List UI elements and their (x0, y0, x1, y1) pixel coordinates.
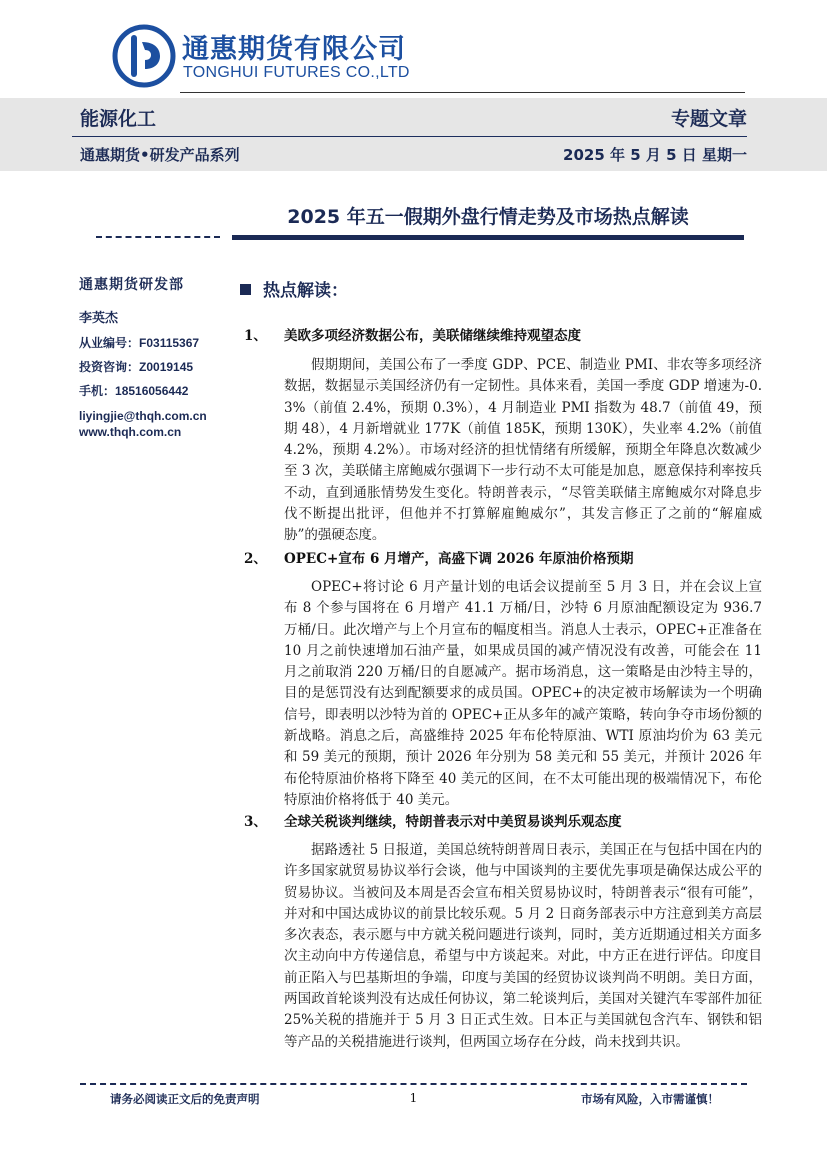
company-name-cn: 通惠期货有限公司 (182, 34, 406, 65)
hot-topics-label: 热点解读： (263, 281, 348, 301)
research-dept: 通惠期货研发部 (79, 277, 184, 293)
category-label: 能源化工 (80, 108, 157, 130)
license-number (79, 334, 199, 351)
risk-warning: 市场有风险，入市需谨慎！ (581, 1092, 719, 1106)
company-logo-icon (112, 24, 176, 88)
title-dashed-rule (96, 236, 220, 238)
phone-value: 18516056442 (115, 384, 189, 398)
author-name: 李英杰 (79, 311, 119, 326)
footer-dashed-rule (80, 1083, 747, 1085)
advisory-label: 投资咨询： (79, 360, 140, 374)
section-title: 美欧多项经济数据公布，美联储继续维持观望态度 (284, 328, 581, 344)
square-bullet-icon (240, 284, 251, 295)
company-website[interactable]: www.thqh.com.cn (79, 425, 182, 439)
disclaimer-note: 请务必阅读正文后的免责声明 (110, 1092, 260, 1106)
section-number: 3、 (244, 814, 267, 830)
title-underline (232, 235, 744, 240)
phone-number (79, 382, 188, 399)
page-title: 2025 年五一假期外盘行情走势及市场热点解读 (287, 206, 689, 228)
article-type-label: 专题文章 (670, 108, 747, 130)
hot-topics-heading (240, 276, 348, 301)
advisory-value: Z0019145 (139, 360, 194, 374)
section-number: 1、 (244, 328, 267, 344)
section-title: OPEC+宣布 6 月增产，高盛下调 2026 年原油价格预期 (284, 551, 634, 567)
series-label: 通惠期货•研发产品系列 (80, 146, 240, 164)
company-name-en: TONGHUI FUTURES CO.,LTD (183, 64, 410, 81)
report-date: 2025 年 5 月 5 日 星期一 (563, 146, 747, 164)
advisory-number (79, 358, 193, 375)
section-title: 全球关税谈判继续，特朗普表示对中美贸易谈判乐观态度 (284, 814, 622, 830)
header-band-divider (72, 136, 747, 137)
author-email[interactable]: liyingjie@thqh.com.cn (79, 409, 207, 423)
license-label: 从业编号： (79, 336, 140, 350)
section-body: 据路透社 5 日报道，美国总统特朗普周日表示，美国正在与包括中国在内的许多国家就贸易协议举行会谈，他与中国谈判的主要优先事项是确保达成公平的贸易协议。当被问及本周是否会宣布相关贸易协议时，特朗普表示“很有可能”，并对和中国达成协议的前景比较乐观。5 月 2 日商务部表示中方注意到美方高层多次表态，表示愿与中方就关税问题进行谈判，同时，美方近期通过相关方面多次主动向中方传递信息，希望与中方谈起来。对此，中方正在进行评估。印度目前正陷入与巴基斯坦的争端，印度与美国的经贸协议谈判尚不明朗。美日方面，两国政首轮谈判没有达成任何协议，第二轮谈判后，美国对关键汽车零部件加征 25%关税的措施并于 5 月 3 日正式生效。日本正与美国就包含汽车、钢铁和铝等产品的关税措施进行谈判，但两国立场存在分歧，尚未找到共识。 (284, 842, 762, 1050)
section-number: 2、 (244, 551, 267, 567)
page-number: 1 (409, 1091, 418, 1105)
header-divider (180, 92, 745, 93)
section-body: OPEC+将讨论 6 月产量计划的电话会议提前至 5 月 3 日，并在会议上宣布 8 个参与国将在 6 月增产 41.1 万桶/日，沙特 6 月原油配额设定为 936.7 万桶/日。此次增产与上个月宣布的幅度相当。消息人士表示，OPEC+正准备在 10 月之前快速增加石油产量，如果成员国的减产情况没有改善，可能会在 11 月之前取消 220 万桶/日的自愿减产。据市场消息，这一策略是由沙特主导的，目的是惩罚没有达到配额要求的成员国。OPEC+的决定被市场解读为一个明确信号，即表明以沙特为首的 OPEC+正从多年的减产策略，转向争夺市场份额的新战略。消息之后，高盛维持 2025 年布伦特原油、WTI 原油均价为 63 美元和 59 美元的预期，预计 2026 年分别为 58 美元和 55 美元，并预计 2026 年布伦特原油价格将下降至 40 美元的区间，在不太可能出现的极端情况下，布伦特原油价格将低于 40 美元。 (284, 579, 762, 808)
section-body: 假期期间，美国公布了一季度 GDP、PCE、制造业 PMI、非农等多项经济数据，数据显示美国经济仍有一定韧性。具体来看，美国一季度 GDP 增速为-0.3%（前值 2.4%，预期 0.3%），4 月制造业 PMI 指数为 48.7（前值 49，预期 48），4 月新增就业 177K（前值 185K，预期 130K），失业率 4.2%（前值 4.2%，预期 4.2%）。市场对经济的担忧情绪有所缓解，预期全年降息次数减少至 3 次，美联储主席鲍威尔强调下一步行动不太可能是加息，愿意保持利率按兵不动，直到通胀情势发生变化。特朗普表示，“尽管美联储主席鲍威尔对降息步伐不断提出批评，但他并不打算解雇鲍威尔”，其发言修正了之前的“解雇威胁”的强硬态度。 (284, 357, 762, 544)
phone-label: 手机： (79, 384, 116, 398)
license-value: F03115367 (139, 336, 200, 350)
